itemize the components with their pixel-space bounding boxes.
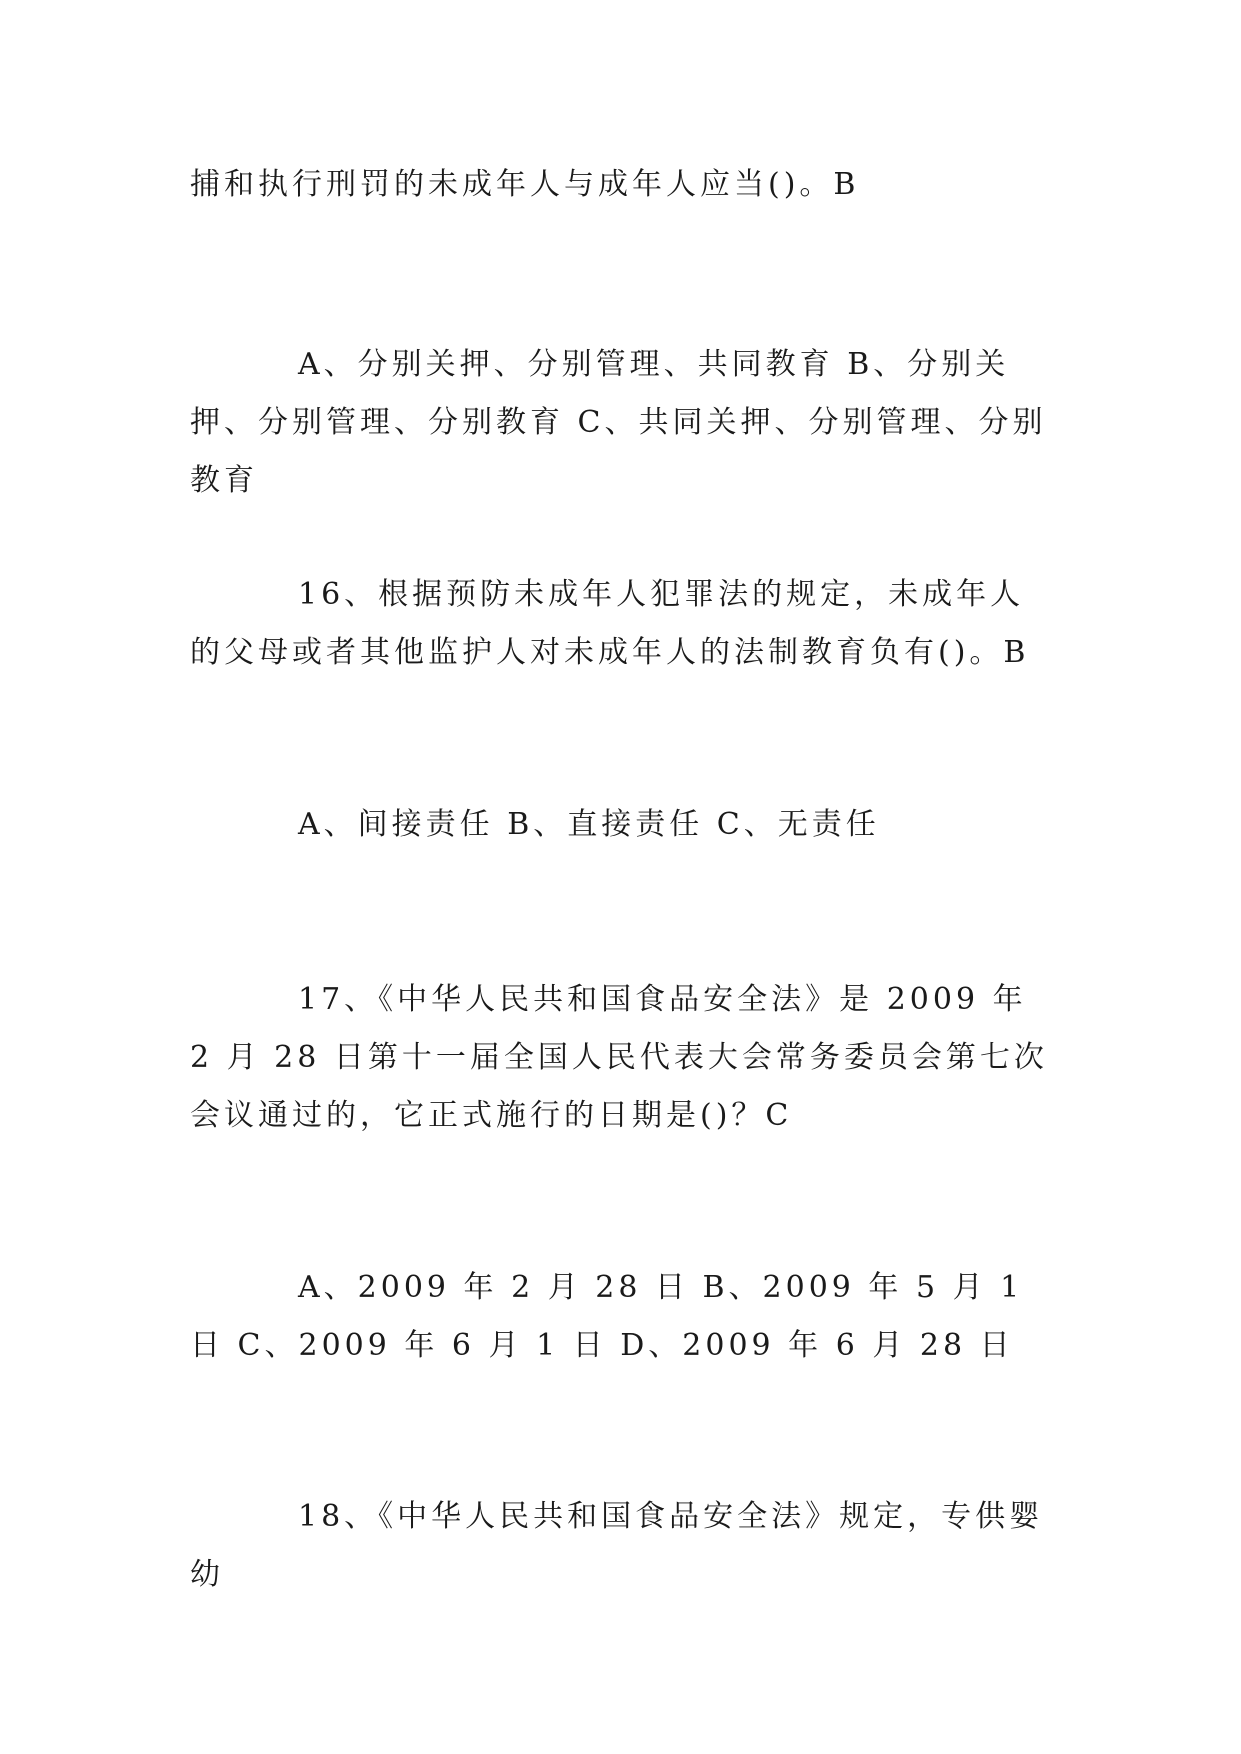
question-16-stem: 16、根据预防未成年人犯罪法的规定，未成年人的父母或者其他监护人对未成年人的法制教育负有()。B [190, 577, 1030, 670]
question-17-stem: 17、《中华人民共和国食品安全法》是 2009 年 2 月 28 日第十一届全国人民代表大会常务委员会第七次会议通过的，它正式施行的日期是()？C [190, 982, 1048, 1133]
question-17-options: A、2009 年 2 月 28 日 B、2009 年 5 月 1 日 C、2009 年 6 月 1 日 D、2009 年 6 月 28 日 [190, 1270, 1037, 1363]
question-15-options: A、分别关押、分别管理、共同教育 B、分别关押、分别管理、分别教育 C、共同关押、分别管理、分别教育 [190, 347, 1047, 498]
question-18-stem: 18、《中华人民共和国食品安全法》规定，专供婴幼 [190, 1499, 1044, 1592]
question-16-options: A、间接责任 B、直接责任 C、无责任 [298, 807, 880, 842]
question-15-stem-continuation: 捕和执行刑罚的未成年人与成年人应当()。B [190, 167, 860, 202]
